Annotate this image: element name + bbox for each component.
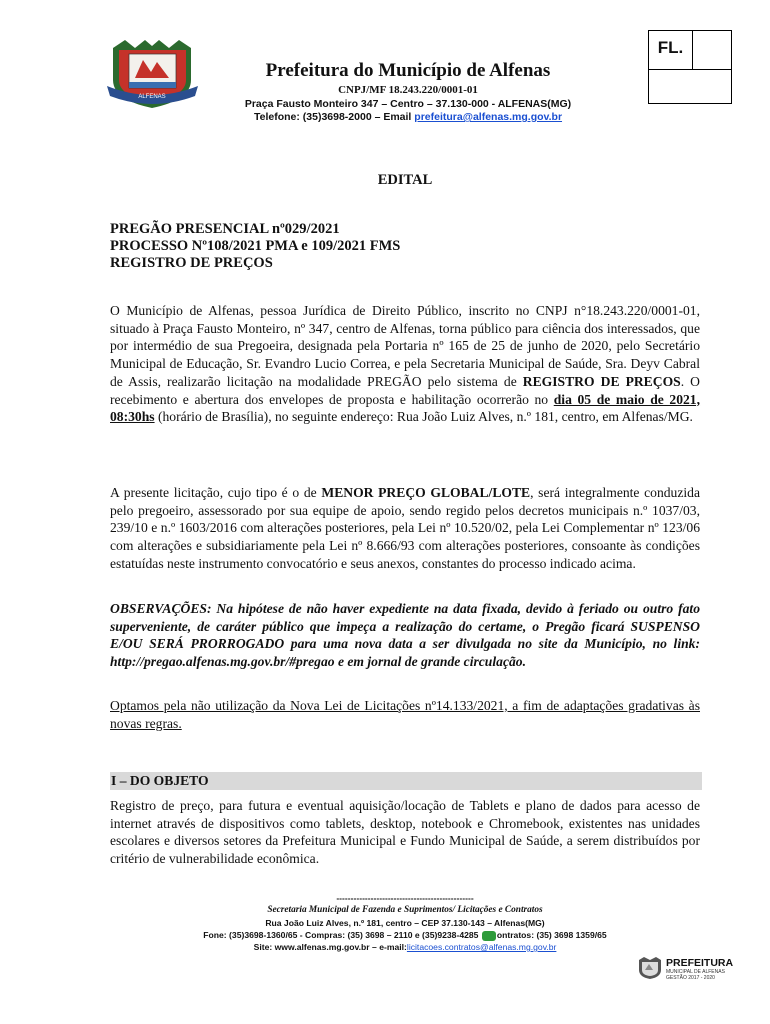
footer-address: Rua João Luiz Alves, n.º 181, centro – CEP 37.130-143 – Alfenas(MG) [265,918,545,928]
header-email-link[interactable]: prefeitura@alfenas.mg.gov.br [414,111,563,123]
intro-text-c: . O recebimento e abertura dos envelopes de proposta e habilitação ocorrerão no [110,373,700,407]
whatsapp-icon [482,931,496,941]
municipal-crest-icon [105,38,200,110]
prefeitura-logo-text [666,957,733,981]
prefeitura-logo-icon [636,956,664,980]
licitacao-text-c: , será integralmente conduzida pelo pregoeiro, assessorado por sua equipe de apoio, sendo regido pelos decretos municipais n.º 1037/03, 239/10 e n.º 1603/2016 com alterações posteriores, pela Lei nº 10.520/02, pela Lei Complementar nº 123/06 com alterações e subsidiariamente pela Lei nº 8.666/93 com alterações posteriores, consoante às condições estatuídas neste instrumento convocatório e seus anexos, constantes do processo indicado acima. [110,485,700,571]
licitacao-text-a: A presente licitação, cujo tipo é o de [110,485,322,500]
nova-lei-note: Optamos pela não utilização da Nova Lei de Licitações nº14.133/2021, a fim de adaptações gradativas às novas regras. [110,698,700,731]
footer-secretaria: Secretaria Municipal de Fazenda e Suprimentos/ Licitações e Contratos [267,905,543,915]
footer-email-link[interactable]: licitacoes.contratos@alfenas.mg.gov.br [406,942,557,952]
intro-paragraph [110,302,700,426]
intro-text-e: (horário de Brasília), no seguinte endereço: Rua João Luiz Alves, n.º 181, centro, em Alfenas/MG. [154,409,693,425]
section-title-objeto: I – DO OBJETO [110,772,702,790]
intro-date: dia 05 de maio de 2021, 08:30hs [110,391,701,425]
folio-number-cell [692,31,732,70]
header-address: Praça Fausto Monteiro 347 – Centro – 37.130-000 - ALFENAS(MG) [244,98,572,110]
intro-text-a: O Município de Alfenas, pessoa Jurídica de Direito Público, inscrito no CNPJ n°18.243.220/0001-01, situado à Praça Fausto Monteiro, nº 347, centro de Alfenas, torna público para ciência dos interessados, que por intermédio de sua Pregoeira, designada pela Portaria nº 165 de 25 de junho de 2020, pelo Secretário Municipal de Educação, Sr. Evandro Lucio Correa, e pela Secretaria Municipal de Saúde, Sra. Deyv Cabral de Assis, realizarão licitação na modalidade PREGÃO pelo sistema de [110,303,700,389]
header-cnpj: CNPJ/MF 18.243.220/0001-01 [338,84,478,96]
logo-line2: GESTÃO 2017 - 2020 [666,975,715,981]
document-identifiers [110,221,700,272]
footer-phone-text: Fone: (35)3698-1360/65 - Compras: (35) 3698 – 2110 e (35)9238-4285 [203,930,481,940]
licitacao-paragraph [110,484,700,573]
folio-label: FL. [649,31,693,70]
footer-site [100,942,710,952]
page-header-title: Prefeitura do Município de Alfenas [265,60,551,81]
header-phone: Telefone: (35)3698-2000 – Email [253,111,415,123]
observacoes-paragraph: OBSERVAÇÕES: Na hipótese de não haver expediente na data fixada, devido à feriado ou outro fato superveniente, de caráter público que impeça a realização do certame, o Pregão ficará SUSPENSO E/OU SERÁ PRORROGADO para uma nova data a ser divulgada no site da Município, no link: http://pregao.alfenas.mg.gov.br/#pregao e em jornal de grande circulação. [110,601,700,670]
logo-line1: MUNICIPAL DE ALFENAS [666,969,725,975]
registro-label: REGISTRO DE PREÇOS [110,255,273,271]
logo-title: PREFEITURA [666,957,734,969]
footer-site-text: Site: www.alfenas.mg.gov.br – e-mail: [253,942,407,952]
footer-contracts-text: ontratos: (35) 3698 1359/65 [496,930,607,940]
crest-ribbon-text: ALFENAS [138,94,166,100]
folio-box [648,30,732,104]
processo-number: PROCESSO Nº108/2021 PMA e 109/2021 FMS [110,238,401,254]
intro-bold-registro: REGISTRO DE PREÇOS [522,373,681,389]
pregao-number: PREGÃO PRESENCIAL nº029/2021 [110,221,340,237]
header-contact [208,111,608,123]
objeto-paragraph: Registro de preço, para futura e eventual aquisição/locação de Tablets e plano de dados para acesso de internet através de dispositivos como tablets, desktop, notebook e Chromebook, existentes nas unidades escolares e diversos setores da Prefeitura Municipal e Fundo Municipal de Saúde, a serem distribuídos por critério de vulnerabilidade econômica. [110,798,700,867]
document-title: EDITAL [377,172,433,188]
footer-phones [100,930,710,941]
licitacao-bold-type: MENOR PREÇO GLOBAL/LOTE [321,485,531,500]
footer-divider: ------------------------------------------------ [336,893,474,903]
